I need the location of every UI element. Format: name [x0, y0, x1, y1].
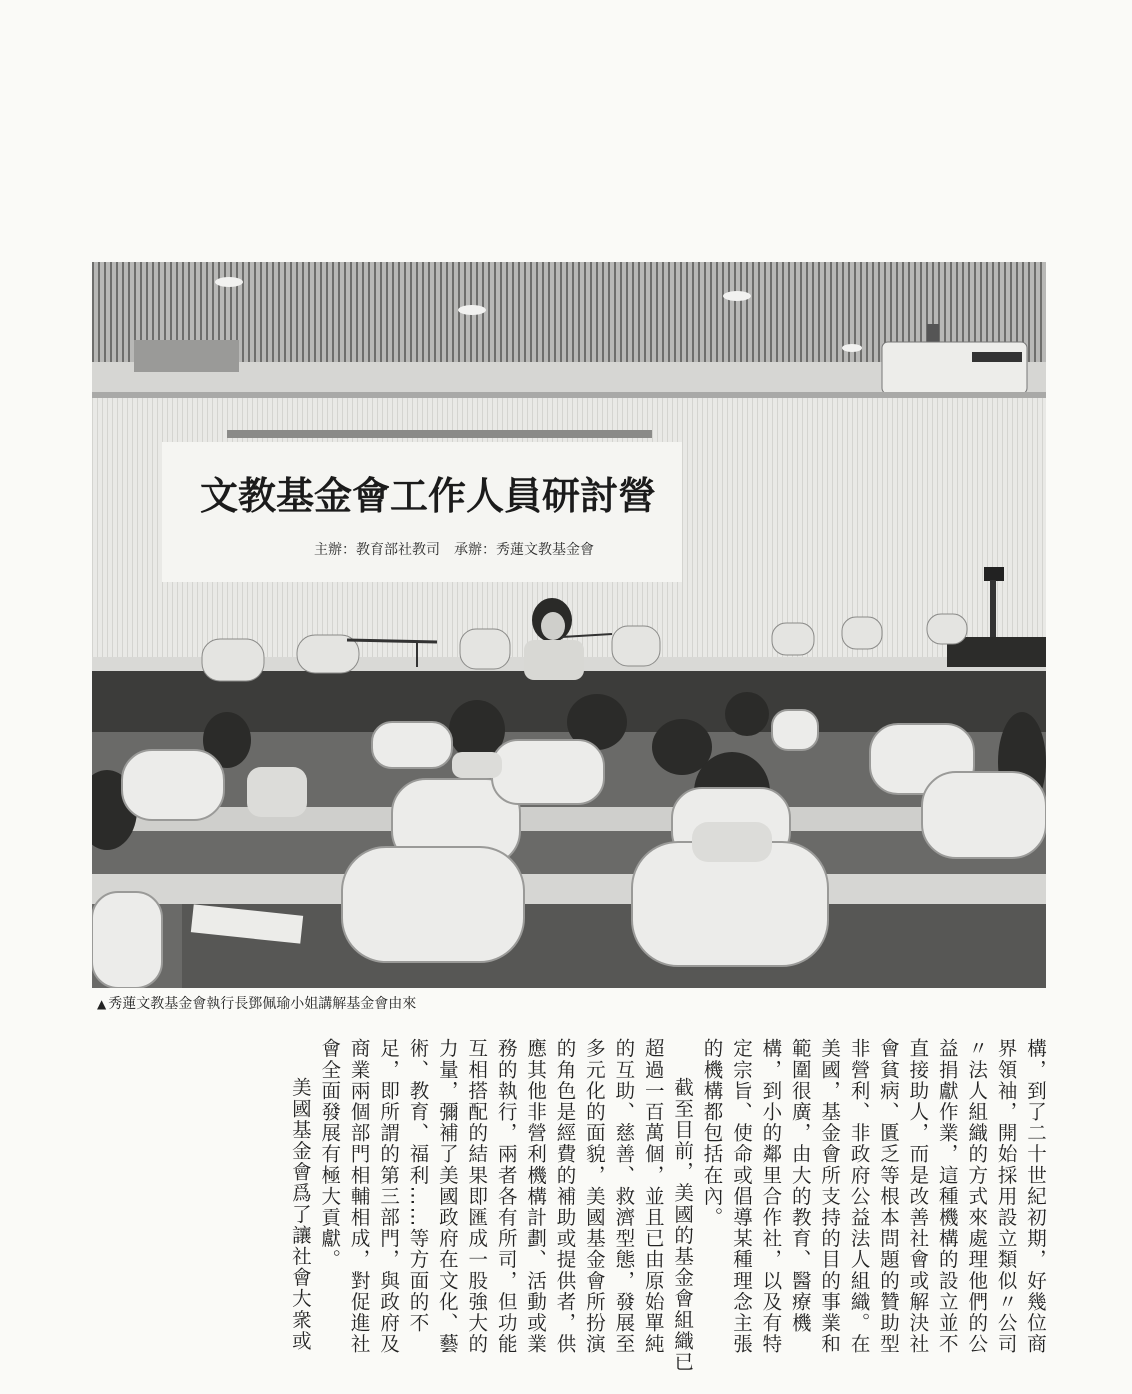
paragraph-2: 截至目前，美國的基金會組織已超過一百萬個，並且已由原始單純的互助、慈善、救濟型態，發展至多元化的面貌，美國基金會所扮演的角色是經費的補助或提供者，供應其他非營利機構計劃、活動或業務的執行，兩者各有所司，但功能互相搭配的結果即匯成一股強大的力量，彌補了美國政府在文化、藝術、教育、福利……等方面的不足，即所謂的第三部門，與政府及商業兩個部門相輔相成，對促進社會全面發展有極大貢獻。 [318, 1038, 695, 1373]
seminar-photo-illustration [92, 262, 1046, 988]
paragraph-1: 構，到了二十世紀初期，好幾位商界領袖，開始採用設立類似〃公司〃法人組織的方式來處理他們的公益捐獻作業，這種機構的設立並不直接助人，而是改善社會或解決社會貧病、匱乏等根本問題的贊助型非營利、非政府公益法人組織。在美國，基金會所支持的目的事業和範圍很廣，由大的教育、醫療機構，到小的鄰里合作社，以及有特定宗旨、使命或倡導某種理念主張的機構都包括在內。 [700, 1038, 1047, 1355]
caption-marker: ▲ [97, 997, 107, 1011]
paragraph-3: 美國基金會爲了讓社會大衆或 [288, 1077, 312, 1352]
article-body [110, 1038, 1050, 1374]
caption-text: 秀蓮文教基金會執行長鄧佩瑜小姐講解基金會由來 [108, 996, 417, 1012]
banner-subtitle: 主辦：教育部社教司 承辦：秀蓮文教基金會 [314, 542, 594, 558]
photo-caption [97, 994, 416, 1014]
banner-title: 文教基金會工作人員研討營 [200, 473, 657, 518]
seminar-photo [92, 262, 1046, 988]
